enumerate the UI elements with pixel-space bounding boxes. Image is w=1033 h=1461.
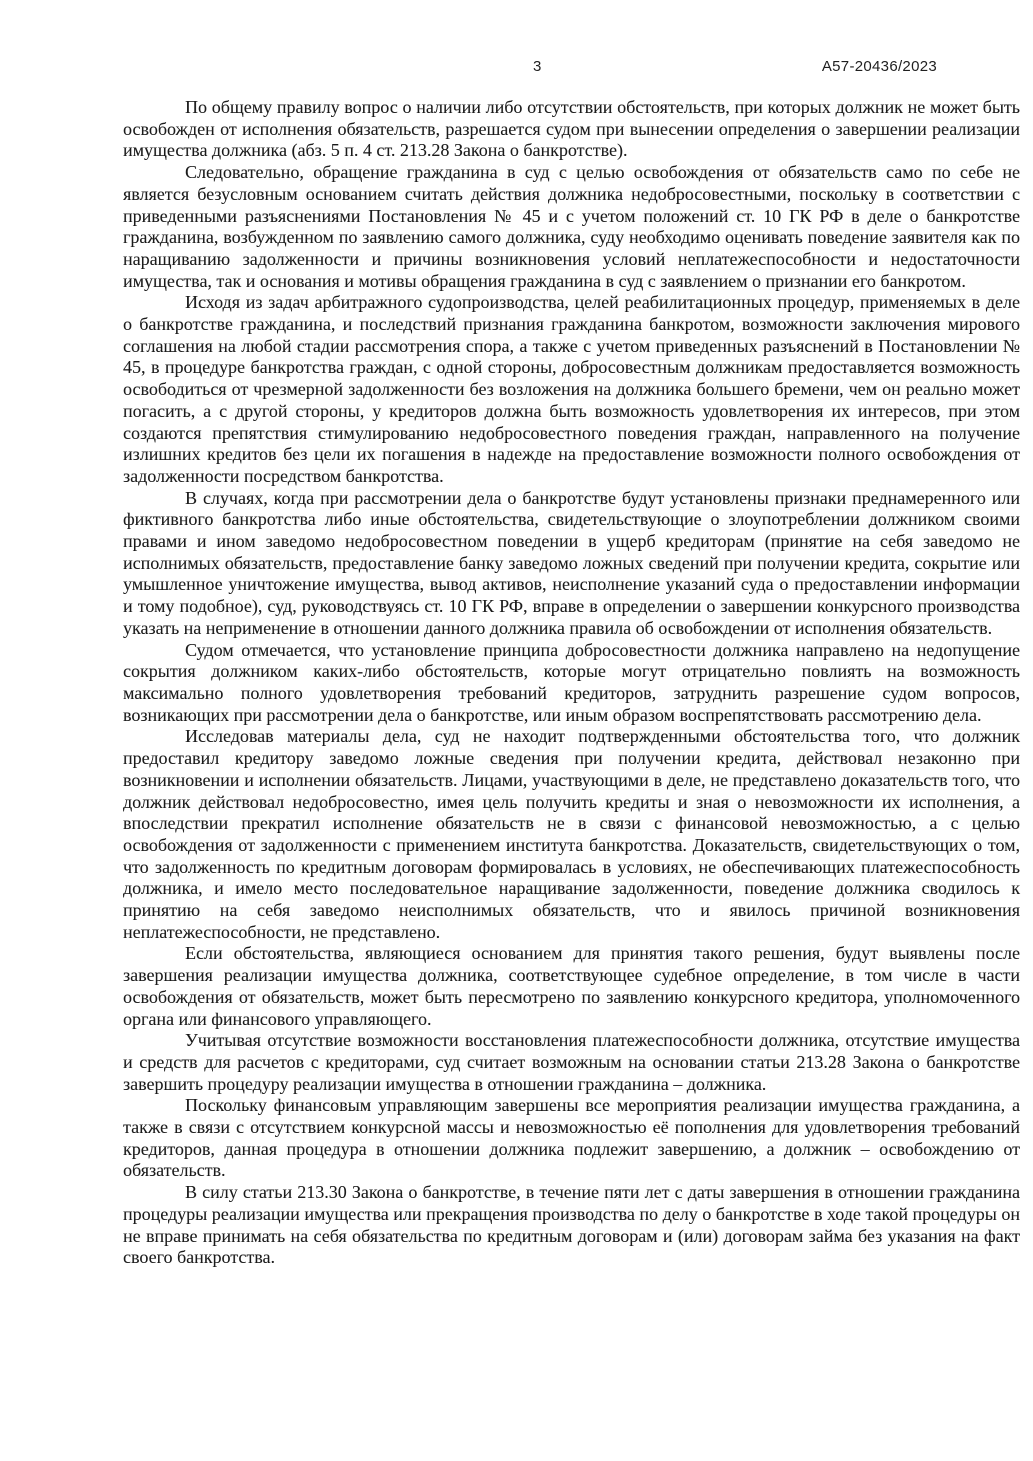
paragraph: Судом отмечается, что установление принципа добросовестности должника направлено на недопущение сокрытия должником каких-либо обстоятельств, которые могут отрицательно повлиять на возможность максимально полного удовлетворения требований кредиторов, затруднить разрешение судом вопросов, возникающих при рассмотрении дела о банкротстве, или иным образом воспрепятствовать рассмотрению дела. [123, 639, 1020, 725]
paragraph: Исходя из задач арбитражного судопроизводства, целей реабилитационных процедур, применяемых в деле о банкротстве гражданина, и последствий признания гражданина банкротом, возможности заключения мирового соглашения на любой стадии рассмотрения спора, а также с учетом приведенных разъяснений в Постановлении № 45, в процедуре банкротства граждан, с одной стороны, добросовестным должникам предоставляется возможность освободиться от чрезмерной задолженности без возложения на должника большего бремени, чем он реально может погасить, а с другой стороны, у кредиторов должна быть возможность удовлетворения их интересов, при этом создаются препятствия стимулированию недобросовестного поведения граждан, направленного на получение излишних кредитов без цели их погашения в надежде на предоставление возможности полного освобождения от задолженности посредством банкротства. [123, 292, 1020, 486]
paragraph: В случаях, когда при рассмотрении дела о банкротстве будут установлены признаки преднамеренного или фиктивного банкротства либо иные обстоятельства, свидетельствующие о злоупотреблении должником своими правами и ином заведомо недобросовестном поведении в ущерб кредиторам (принятие на себя заведомо не исполнимых обязательств, предоставление банку заведомо ложных сведений при получении кредита, сокрытие или умышленное уничтожение имущества, вывод активов, неисполнение указаний суда о предоставлении информации и тому подобное), суд, руководствуясь ст. 10 ГК РФ, вправе в определении о завершении конкурсного производства указать на неприменение в отношении данного должника правила об освобождении от исполнения обязательств. [123, 487, 1020, 638]
case-number: А57-20436/2023 [821, 58, 937, 75]
paragraph: По общему правилу вопрос о наличии либо отсутствии обстоятельств, при которых должник не может быть освобожден от исполнения обязательств, разрешается судом при вынесении определения о завершении реализации имущества должника (абз. 5 п. 4 ст. 213.28 Закона о банкротстве). [123, 97, 1020, 161]
paragraph: Учитывая отсутствие возможности восстановления платежеспособности должника, отсутствие имущества и средств для расчетов с кредиторами, суд считает возможным на основании статьи 213.28 Закона о банкротстве завершить процедуру реализации имущества в отношении гражданина – должника. [123, 1030, 1020, 1094]
document-body [123, 97, 1020, 1269]
paragraph: В силу статьи 213.30 Закона о банкротстве, в течение пяти лет с даты завершения в отношении гражданина процедуры реализации имущества или прекращения производства по делу о банкротстве в ходе такой процедуры он не вправе принимать на себя обязательства по кредитным договорам и (или) договорам займа без указания на факт своего банкротства. [123, 1182, 1020, 1268]
paragraph: Поскольку финансовым управляющим завершены все мероприятия реализации имущества гражданина, а также в связи с отсутствием конкурсной массы и невозможностью её пополнения для удовлетворения требований кредиторов, данная процедура в отношении должника подлежит завершению, а должник – освобождению от обязательств. [123, 1095, 1020, 1181]
paragraph: Следовательно, обращение гражданина в суд с целью освобождения от обязательств само по себе не является безусловным основанием считать действия должника недобросовестными, поскольку в соответствии с приведенными разъяснениями Постановления № 45 и с учетом положений ст. 10 ГК РФ в деле о банкротстве гражданина, возбужденном по заявлению самого должника, суду необходимо оценивать поведение заявителя как по наращиванию задолженности и причины возникновения условий неплатежеспособности и недостаточности имущества, так и основания и мотивы обращения гражданина в суд с заявлением о признании его банкротом. [123, 162, 1020, 291]
paragraph: Исследовав материалы дела, суд не находит подтвержденными обстоятельства того, что должник предоставил кредитору заведомо ложные сведения при получении кредита, действовал незаконно при возникновении и исполнении обязательств. Лицами, участвующими в деле, не представлено доказательств того, что должник действовал недобросовестно, имея цель получить кредиты и зная о невозможности их исполнения, а впоследствии прекратил исполнение обязательств не в связи с финансовой невозможностью, а с целью освобождения от задолженности с применением института банкротства. Доказательств, свидетельствующих о том, что задолженность по кредитным договорам формировалась в условиях, не обеспечивающих платежеспособность должника, и имело место последовательное наращивание задолженности, поведение должника сводилось к принятию на себя заведомо неисполнимых обязательств, что и явилось причиной возникновения неплатежеспособности, не представлено. [123, 726, 1020, 942]
page-header [0, 58, 1033, 78]
page-number: 3 [533, 58, 542, 75]
paragraph: Если обстоятельства, являющиеся основанием для принятия такого решения, будут выявлены после завершения реализации имущества должника, соответствующее судебное определение, в том числе в части освобождения от обязательств, может быть пересмотрено по заявлению конкурсного кредитора, уполномоченного органа или финансового управляющего. [123, 943, 1020, 1029]
